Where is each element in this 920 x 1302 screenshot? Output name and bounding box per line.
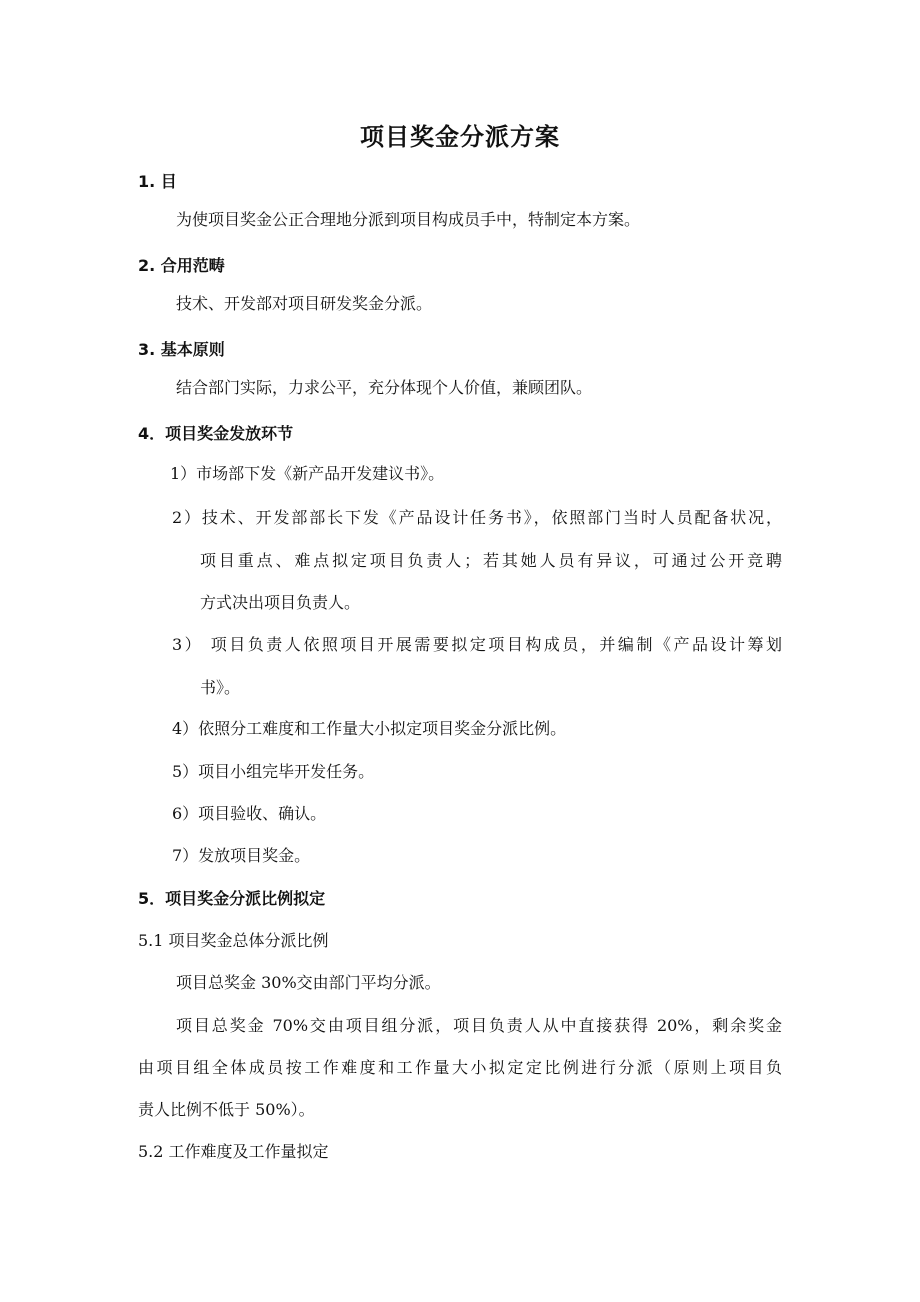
section-4-heading: 4．项目奖金发放环节 — [138, 424, 294, 443]
list-item: 6）项目验收、确认。 — [172, 804, 327, 823]
subsection-5-1-heading: 5.1 项目奖金总体分派比例 — [138, 931, 329, 950]
subsection-5-1-paragraph-2-line-2: 由项目组全体成员按工作难度和工作量大小拟定定比例进行分派（原则上项目负 — [138, 1058, 782, 1077]
list-item: 5）项目小组完毕开发任务。 — [172, 762, 375, 781]
list-item-continuation: 书》。 — [200, 678, 241, 697]
list-item: 1）市场部下发《新产品开发建议书》。 — [170, 464, 445, 483]
section-1-paragraph: 为使项目奖金公正合理地分派到项目构成员手中，特制定本方案。 — [176, 210, 641, 229]
section-2-paragraph: 技术、开发部对项目研发奖金分派。 — [176, 294, 433, 313]
section-3-heading: 3. 基本原则 — [138, 340, 225, 359]
list-item: 3） 项目负责人依照项目开展需要拟定项目构成员，并编制《产品设计筹划 — [172, 635, 782, 654]
list-item: 4）依照分工难度和工作量大小拟定项目奖金分派比例。 — [172, 719, 567, 738]
list-item-continuation: 方式决出项目负责人。 — [200, 593, 361, 612]
document-title: 项目奖金分派方案 — [360, 123, 560, 151]
subsection-5-1-paragraph-2-line-3: 责人比例不低于 50%）。 — [138, 1100, 315, 1119]
list-item: 7）发放项目奖金。 — [172, 846, 311, 865]
subsection-5-1-paragraph-2-line-1: 项目总奖金 70%交由项目组分派，项目负责人从中直接获得 20%，剩余奖金 — [176, 1016, 782, 1035]
section-1-heading: 1. 目 — [138, 172, 177, 191]
list-item-continuation: 项目重点、难点拟定项目负责人；若其她人员有异议，可通过公开竞聘 — [200, 551, 782, 570]
section-2-heading: 2. 合用范畴 — [138, 256, 225, 275]
subsection-5-2-heading: 5.2 工作难度及工作量拟定 — [138, 1142, 329, 1161]
list-item: 2）技术、开发部部长下发《产品设计任务书》，依照部门当时人员配备状况， — [172, 508, 782, 527]
section-3-paragraph: 结合部门实际，力求公平，充分体现个人价值，兼顾团队。 — [176, 378, 593, 397]
subsection-5-1-paragraph-1: 项目总奖金 30%交由部门平均分派。 — [176, 973, 441, 992]
section-5-heading: 5．项目奖金分派比例拟定 — [138, 889, 326, 908]
